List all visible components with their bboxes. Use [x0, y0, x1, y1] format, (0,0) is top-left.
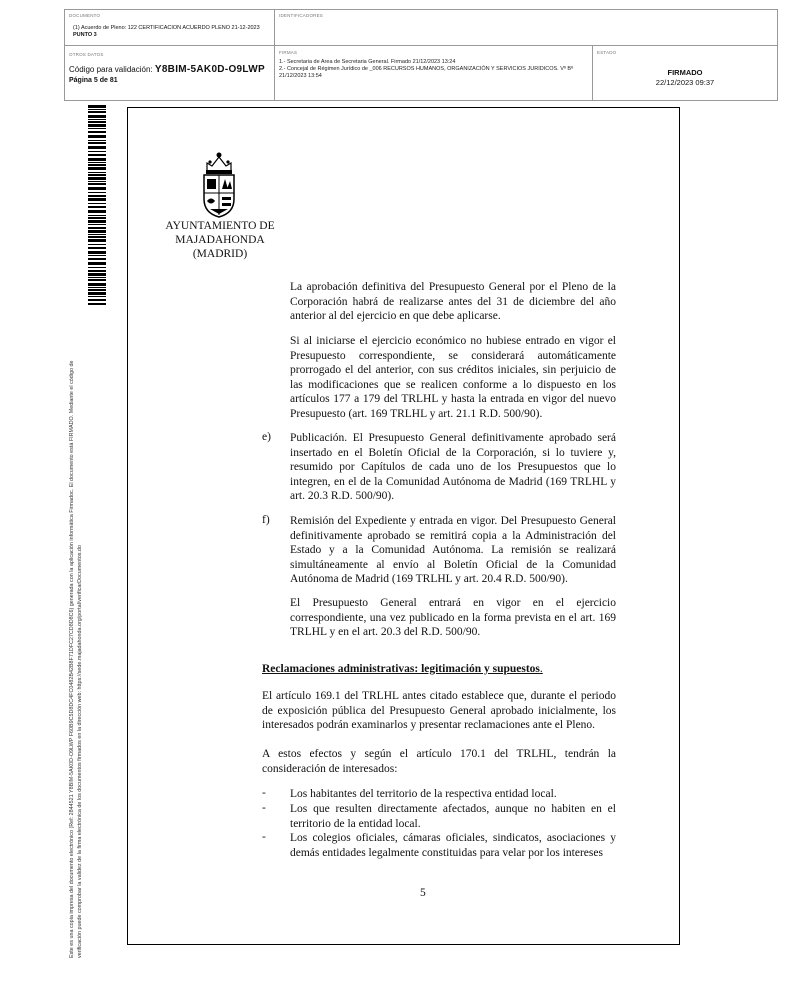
item-f-text-2: El Presupuesto General entrará en vigor en el ejercicio correspondiente, una vez publicado en la forma prevista en el art. 169 TRLHL y en el art. 20.3 del R.D. 500/90. [290, 597, 616, 638]
item-e-letter: e) [262, 431, 271, 443]
firmas-label: FIRMAS [279, 50, 298, 55]
municipality-name [150, 219, 290, 261]
estado-date: 22/12/2023 09:37 [655, 78, 715, 87]
identificadores-cell [275, 10, 777, 46]
page-number: 5 [420, 887, 426, 899]
documento-label: DOCUMENTO [69, 13, 101, 18]
verification-line-1: Este es una copia impresa del documento electrónico (Ref: 2844521 Y8BIM-5AK0D-O9LWP F60B9C5D8DC4FC0482B42B8F71DFC27CD8D8C6) generada con la aplicación informática Firmadoc. El documento está FIRMADO. Mediante el código de [69, 360, 75, 958]
municipality-line-3: (MADRID) [192, 248, 248, 260]
validation-code-row [69, 64, 270, 75]
section-heading: Reclamaciones administrativas: legitimación y supuestos. [262, 663, 543, 675]
item-e-text: Publicación. El Presupuesto General definitivamente aprobado será insertado en el Boletín Oficial de la Corporación, si lo tuviere y, resumido por Capítulos de cada uno de los Presupuestos que lo integren, en el de la Comunidad Autónoma de Madrid (169 TRLHL y art. 20.3 R.D. 500/90). [290, 432, 616, 502]
list-dash-2: - [262, 802, 266, 814]
verification-side-text [68, 298, 84, 958]
list-item-2: Los que resulten directamente afectados, aunque no habiten en el territorio de la entidad local. [290, 803, 616, 830]
paragraph-4: A estos efectos y según el artículo 170.1 del TRLHL, tendrán la consideración de interesados: [262, 748, 616, 775]
paragraph-2: Si al iniciarse el ejercicio económico no hubiese entrado en vigor el Presupuesto correspondiente, se considerará automáticamente prorrogado el del anterior, con sus créditos iniciales, sin perjuicio de las modificaciones que se realicen conforme a lo dispuesto en los artículos 177 a 179 del TRLHL y hasta la entrada en vigor del nuevo Presupuesto (art. 169 TRLHL y art. 21.1 R.D. 500/90). [290, 335, 616, 420]
validation-code: Y8BIM-5AK0D-O9LWP [154, 64, 265, 75]
page-count: Página 5 de 81 [69, 77, 118, 84]
otros-datos-label: OTROS DATOS [69, 52, 104, 57]
firma-2-date: 21/12/2023 13:54 [279, 73, 322, 79]
firmas-cell [275, 46, 593, 100]
otros-datos-cell [65, 46, 275, 100]
list-dash-3: - [262, 831, 266, 843]
documento-name: (1) Acuerdo de Pleno: 122 CERTIFICACION ACUERDO PLENO 21-12-2023 PUNTO 3 [73, 25, 260, 38]
firma-1: 1.- Secretaria de Area de Secretaria General. Firmado 21/12/2023 13:24 [279, 59, 456, 65]
verification-line-2: verificación puede comprobar la validez de la firma electrónica de los documentos firmados en la dirección web: https://sede.majadahonda.org/portal/verificarDocumentos.do [77, 545, 83, 958]
documento-cell [65, 10, 275, 46]
identificadores-label: IDENTIFICADORES [279, 13, 324, 18]
barcode-icon [88, 105, 106, 305]
coat-of-arms-icon [198, 151, 240, 219]
estado-cell [593, 46, 777, 100]
estado-value: FIRMADO [667, 68, 703, 77]
documento-punto: PUNTO 3 [73, 32, 97, 38]
item-f-letter: f) [262, 514, 270, 526]
paragraph-3: El artículo 169.1 del TRLHL antes citado establece que, durante el periodo de exposición pública del Presupuesto General aprobado inicialmente, los interesados podrán examinarlos y presentar reclamaciones ante el Pleno. [262, 690, 616, 731]
municipality-line-2: MAJADAHONDA [175, 234, 265, 246]
item-f-text: Remisión del Expediente y entrada en vigor. Del Presupuesto General definitivamente aprobado se remitirá copia a la Administración del Estado y a la Comunidad Autónoma. La remisión se realizará simultáneamente al envío al Boletín Oficial de la Comunidad Autónoma de Madrid (169 TRLHL y art. 20.4 R.D. 500/90). [290, 515, 616, 585]
validation-code-label: Código para validación: [69, 65, 153, 74]
paragraph-1: La aprobación definitiva del Presupuesto General por el Pleno de la Corporación habrá de realizarse antes del 31 de diciembre del año anterior al del ejercicio en que debe aplicarse. [290, 281, 616, 322]
municipality-line-1: AYUNTAMIENTO DE [165, 220, 275, 232]
signature-header [64, 9, 778, 101]
estado-label: ESTADO [597, 50, 617, 55]
list-dash-1: - [262, 787, 266, 799]
list-item-1: Los habitantes del territorio de la respectiva entidad local. [290, 788, 557, 800]
firma-2: 2.- Concejal de Régimen Jurídico de _006 RECURSOS HUMANOS, ORGANIZACIÓN Y SERVICIOS JURIDICOS. Vº Bº [279, 66, 574, 72]
list-item-3: Los colegios oficiales, cámaras oficiales, sindicatos, asociaciones y demás entidades legalmente constituidas para velar por los intereses [290, 832, 616, 859]
